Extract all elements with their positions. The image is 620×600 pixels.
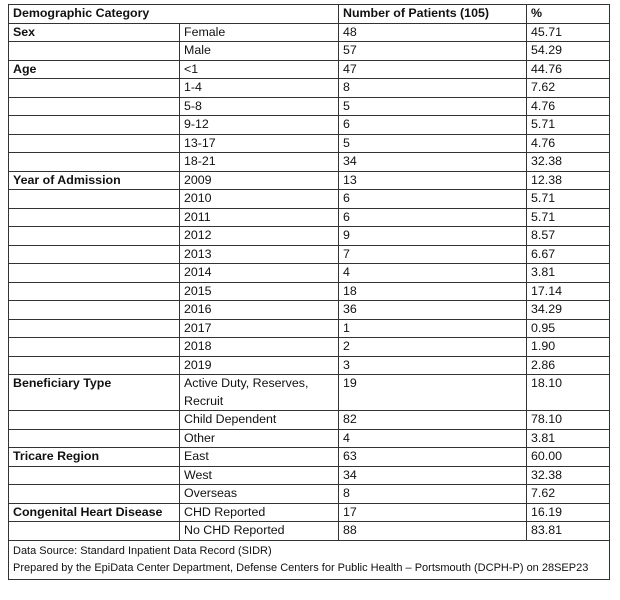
table-row (9, 245, 610, 264)
table-row (9, 208, 610, 227)
patient-percent: 32.38 (527, 153, 610, 172)
category-empty-cell (9, 264, 180, 283)
category-empty-cell (9, 282, 180, 301)
patient-count: 5 (339, 134, 527, 153)
patient-count: 48 (339, 23, 527, 42)
patient-count: 9 (339, 227, 527, 246)
category-empty-cell (9, 79, 180, 98)
subcategory-label: 9-12 (180, 116, 339, 135)
category-label: Tricare Region (9, 448, 180, 467)
patient-percent: 17.14 (527, 282, 610, 301)
category-empty-cell (9, 522, 180, 541)
table-row (9, 190, 610, 209)
patient-count: 88 (339, 522, 527, 541)
patient-count: 6 (339, 190, 527, 209)
table-footnote (9, 540, 610, 579)
subcategory-label: Child Dependent (180, 411, 339, 430)
patient-percent: 78.10 (527, 411, 610, 430)
subcategory-label: 2019 (180, 356, 339, 375)
table-row (9, 153, 610, 172)
patient-count: 6 (339, 116, 527, 135)
category-empty-cell (9, 338, 180, 357)
category-empty-cell (9, 356, 180, 375)
table-row (9, 356, 610, 375)
patient-count: 19 (339, 375, 527, 411)
patient-percent: 60.00 (527, 448, 610, 467)
table-row (9, 282, 610, 301)
category-empty-cell (9, 116, 180, 135)
patient-count: 2 (339, 338, 527, 357)
subcategory-label: 2011 (180, 208, 339, 227)
table-row (9, 79, 610, 98)
table-row (9, 375, 610, 411)
data-source-note: Data Source: Standard Inpatient Data Record (SIDR) (13, 544, 272, 557)
patient-percent: 4.76 (527, 97, 610, 116)
category-label: Age (9, 60, 180, 79)
table-row (9, 264, 610, 283)
prepared-by-note: Prepared by the EpiData Center Department, Defense Centers for Public Health – Portsmouth (DCPH-P) on 28SEP23 (13, 561, 589, 574)
patient-percent: 45.71 (527, 23, 610, 42)
patient-count: 1 (339, 319, 527, 338)
header-number-of-patients: Number of Patients (105) (339, 5, 527, 24)
patient-count: 82 (339, 411, 527, 430)
patient-percent: 83.81 (527, 522, 610, 541)
patient-count: 17 (339, 503, 527, 522)
table-row (9, 429, 610, 448)
patient-percent: 7.62 (527, 485, 610, 504)
header-demographic-category: Demographic Category (9, 5, 339, 24)
subcategory-label: 2015 (180, 282, 339, 301)
table-header-row (9, 5, 610, 24)
table-row (9, 134, 610, 153)
table-row (9, 116, 610, 135)
patient-percent: 0.95 (527, 319, 610, 338)
table-row (9, 301, 610, 320)
patient-percent: 8.57 (527, 227, 610, 246)
patient-percent: 54.29 (527, 42, 610, 61)
table-row (9, 466, 610, 485)
patient-count: 8 (339, 485, 527, 504)
subcategory-label: Overseas (180, 485, 339, 504)
subcategory-label: 2017 (180, 319, 339, 338)
category-label: Sex (9, 23, 180, 42)
table-row (9, 448, 610, 467)
patient-percent: 5.71 (527, 208, 610, 227)
patient-count: 57 (339, 42, 527, 61)
patient-percent: 3.81 (527, 264, 610, 283)
patient-count: 4 (339, 264, 527, 283)
patient-count: 63 (339, 448, 527, 467)
category-empty-cell (9, 190, 180, 209)
patient-count: 34 (339, 466, 527, 485)
table-row (9, 411, 610, 430)
demographics-table (8, 4, 610, 580)
patient-percent: 5.71 (527, 190, 610, 209)
subcategory-label: No CHD Reported (180, 522, 339, 541)
category-empty-cell (9, 208, 180, 227)
category-empty-cell (9, 301, 180, 320)
table-row (9, 227, 610, 246)
subcategory-label: 2014 (180, 264, 339, 283)
subcategory-label: 2016 (180, 301, 339, 320)
patient-count: 13 (339, 171, 527, 190)
category-label: Congenital Heart Disease (9, 503, 180, 522)
header-percent: % (527, 5, 610, 24)
patient-percent: 2.86 (527, 356, 610, 375)
category-empty-cell (9, 245, 180, 264)
category-empty-cell (9, 466, 180, 485)
category-empty-cell (9, 411, 180, 430)
subcategory-label: 2013 (180, 245, 339, 264)
patient-count: 5 (339, 97, 527, 116)
patient-count: 7 (339, 245, 527, 264)
subcategory-label: 13-17 (180, 134, 339, 153)
table-row (9, 60, 610, 79)
patient-percent: 1.90 (527, 338, 610, 357)
subcategory-label: <1 (180, 60, 339, 79)
patient-count: 8 (339, 79, 527, 98)
patient-percent: 44.76 (527, 60, 610, 79)
subcategory-label: East (180, 448, 339, 467)
table-row (9, 97, 610, 116)
subcategory-label: 18-21 (180, 153, 339, 172)
patient-count: 34 (339, 153, 527, 172)
subcategory-label: CHD Reported (180, 503, 339, 522)
category-empty-cell (9, 42, 180, 61)
patient-percent: 6.67 (527, 245, 610, 264)
table-row (9, 23, 610, 42)
category-empty-cell (9, 97, 180, 116)
demographics-table-container (8, 4, 609, 580)
patient-count: 47 (339, 60, 527, 79)
subcategory-label: Active Duty, Reserves, Recruit (180, 375, 339, 411)
table-body (9, 23, 610, 540)
subcategory-label: 2018 (180, 338, 339, 357)
patient-percent: 18.10 (527, 375, 610, 411)
subcategory-label: West (180, 466, 339, 485)
patient-count: 36 (339, 301, 527, 320)
subcategory-label: Male (180, 42, 339, 61)
category-empty-cell (9, 153, 180, 172)
patient-count: 18 (339, 282, 527, 301)
subcategory-label: Female (180, 23, 339, 42)
category-empty-cell (9, 227, 180, 246)
patient-count: 4 (339, 429, 527, 448)
patient-percent: 16.19 (527, 503, 610, 522)
table-row (9, 319, 610, 338)
patient-percent: 7.62 (527, 79, 610, 98)
category-empty-cell (9, 134, 180, 153)
table-row (9, 42, 610, 61)
category-label: Year of Admission (9, 171, 180, 190)
patient-percent: 5.71 (527, 116, 610, 135)
patient-percent: 32.38 (527, 466, 610, 485)
patient-percent: 12.38 (527, 171, 610, 190)
subcategory-label: 2010 (180, 190, 339, 209)
table-row (9, 171, 610, 190)
category-empty-cell (9, 319, 180, 338)
table-row (9, 503, 610, 522)
patient-count: 3 (339, 356, 527, 375)
subcategory-label: 1-4 (180, 79, 339, 98)
category-empty-cell (9, 485, 180, 504)
category-label: Beneficiary Type (9, 375, 180, 411)
category-empty-cell (9, 429, 180, 448)
subcategory-label: Other (180, 429, 339, 448)
subcategory-label: 2009 (180, 171, 339, 190)
table-row (9, 485, 610, 504)
patient-percent: 34.29 (527, 301, 610, 320)
patient-percent: 3.81 (527, 429, 610, 448)
subcategory-label: 2012 (180, 227, 339, 246)
subcategory-label: 5-8 (180, 97, 339, 116)
patient-count: 6 (339, 208, 527, 227)
table-row (9, 338, 610, 357)
table-footer-row (9, 540, 610, 579)
table-row (9, 522, 610, 541)
patient-percent: 4.76 (527, 134, 610, 153)
